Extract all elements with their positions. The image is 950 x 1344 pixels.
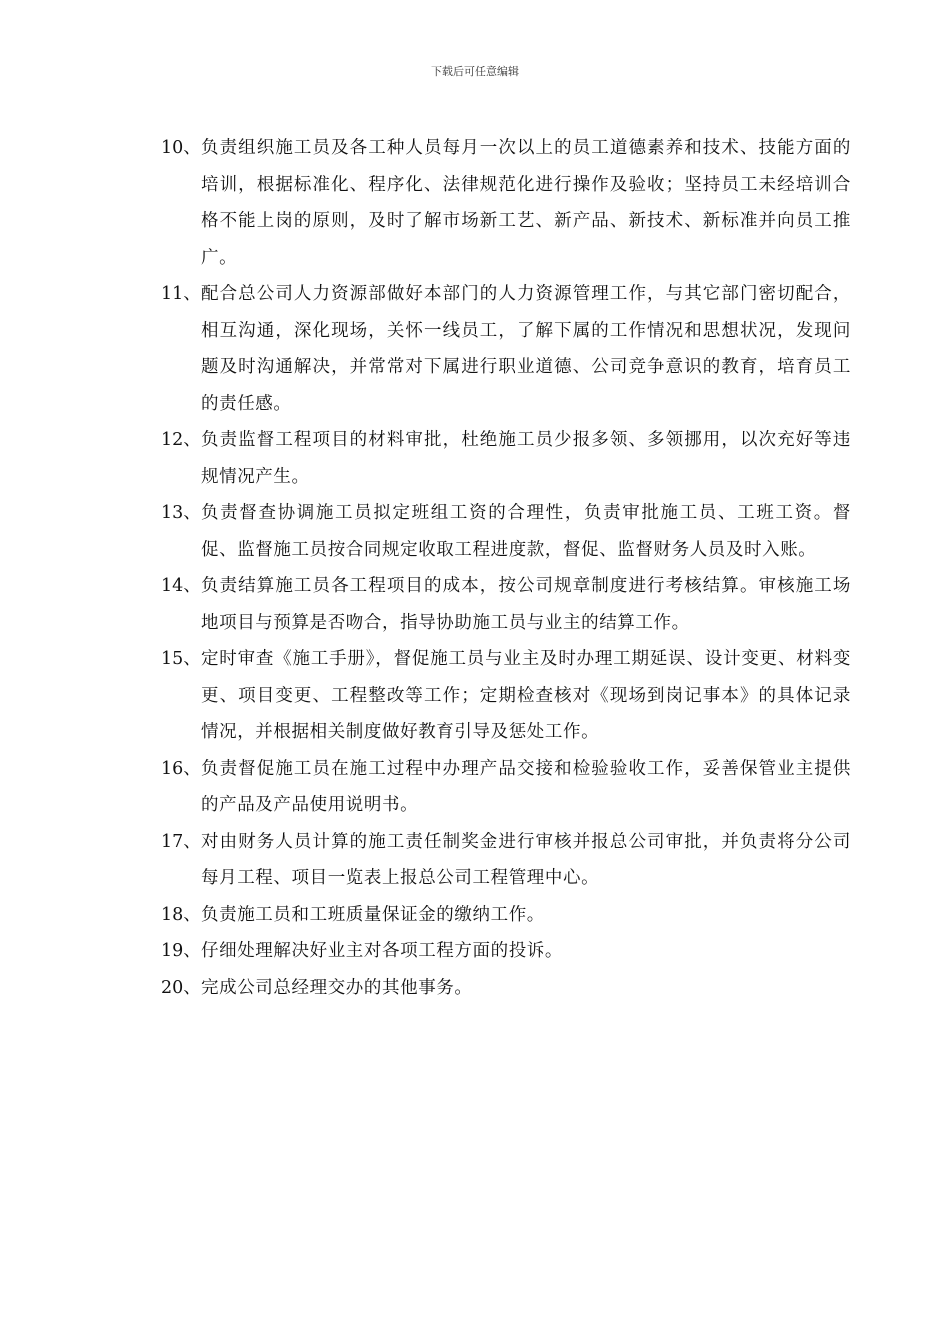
list-item (161, 422, 851, 495)
list-item (161, 970, 851, 1007)
item-number: 11、 (161, 284, 201, 304)
item-number: 17、 (161, 831, 201, 852)
page-header: 下载后可任意编辑 (431, 65, 519, 78)
list-item (161, 495, 851, 568)
item-number: 10、 (161, 138, 201, 158)
duty-list (161, 130, 851, 1006)
item-text: 配合总公司人力资源部做好本部门的人力资源管理工作，与其它部门密切配合，相互沟通，深化现场，关怀一线员工，了解下属的工作情况和思想状况，发现问题及时沟通解决，并常常对下属进行职业道德、公司竞争意识的教育，培育员工的责任感。 (201, 284, 851, 414)
item-text: 负责监督工程项目的材料审批，杜绝施工员少报多领、多领挪用，以次充好等违规情况产生。 (201, 430, 851, 487)
item-text: 对由财务人员计算的施工责任制奖金进行审核并报总公司审批，并负责将分公司每月工程、项目一览表上报总公司工程管理中心。 (201, 831, 851, 888)
item-text: 仔细处理解决好业主对各项工程方面的投诉。 (201, 941, 563, 961)
item-text: 负责督促施工员在施工过程中办理产品交接和检验验收工作，妥善保管业主提供的产品及产品使用说明书。 (201, 758, 851, 815)
list-item (161, 897, 851, 934)
list-item (161, 933, 851, 970)
list-item (161, 276, 851, 422)
item-text: 负责施工员和工班质量保证金的缴纳工作。 (201, 904, 545, 925)
item-text: 定时审查《施工手册》，督促施工员与业主及时办理工期延误、设计变更、材料变更、项目变更、工程整改等工作；定期检查核对《现场到岗记事本》的具体记录情况，并根据相关制度做好教育引导及惩处工作。 (201, 649, 851, 742)
item-number: 20、 (161, 977, 201, 998)
list-item (161, 751, 851, 824)
item-number: 16、 (161, 758, 201, 779)
item-number: 15、 (161, 649, 201, 669)
list-item (161, 130, 851, 276)
list-item (161, 641, 851, 751)
item-number: 13、 (161, 503, 201, 523)
item-text: 负责组织施工员及各工种人员每月一次以上的员工道德素养和技术、技能方面的培训，根据标准化、程序化、法律规范化进行操作及验收；坚持员工未经培训合格不能上岗的原则，及时了解市场新工艺、新产品、新技术、新标准并向员工推广。 (201, 138, 851, 268)
list-item (161, 824, 851, 897)
item-number: 14、 (161, 576, 201, 596)
item-number: 12、 (161, 430, 201, 450)
item-text: 完成公司总经理交办的其他事务。 (201, 977, 473, 998)
item-text: 负责督查协调施工员拟定班组工资的合理性，负责审批施工员、工班工资。督促、监督施工员按合同规定收取工程进度款，督促、监督财务人员及时入账。 (201, 503, 851, 560)
item-number: 18、 (161, 904, 201, 925)
item-text: 负责结算施工员各工程项目的成本，按公司规章制度进行考核结算。审核施工场地项目与预算是否吻合，指导协助施工员与业主的结算工作。 (201, 576, 851, 633)
list-item (161, 568, 851, 641)
item-number: 19、 (161, 941, 201, 961)
